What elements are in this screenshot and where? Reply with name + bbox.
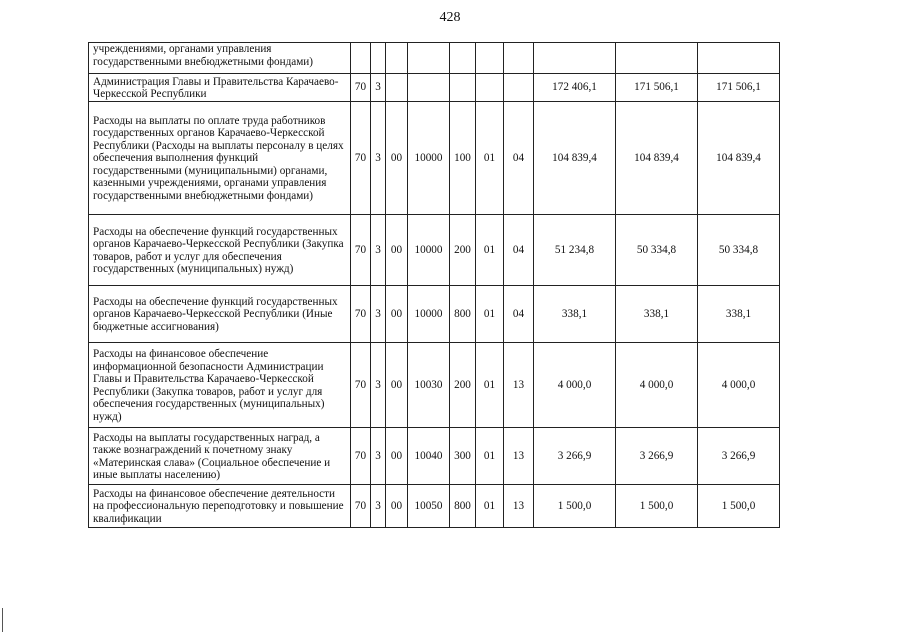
cell-prefix: 00 (386, 286, 408, 343)
cell-vedomstvo (351, 43, 371, 74)
cell-sub2 (504, 43, 534, 74)
cell-vedomstvo: 70 (351, 215, 371, 286)
cell-year1: 104 839,4 (534, 102, 616, 215)
page-number: 428 (439, 10, 461, 25)
row-description: Администрация Главы и Правительства Карачаево-Черкесской Республики (89, 74, 351, 102)
cell-sub2 (504, 74, 534, 102)
cell-year2: 3 266,9 (616, 428, 698, 485)
cell-sub2: 13 (504, 485, 534, 528)
cell-year3 (698, 43, 780, 74)
cell-cs (408, 74, 450, 102)
cell-year3: 4 000,0 (698, 343, 780, 428)
cell-sub1: 01 (476, 343, 504, 428)
row-description: Расходы на финансовое обеспечение информационной безопасности Администрации Главы и Правительства Карачаево-Черкесской Республики (Закупка товаров, работ и услуг для обеспечения государственных (муниципальных) нужд) (89, 343, 351, 428)
cell-vr: 800 (450, 286, 476, 343)
cell-year1: 172 406,1 (534, 74, 616, 102)
cell-year3: 3 266,9 (698, 428, 780, 485)
cell-sub2: 13 (504, 428, 534, 485)
table-row (89, 74, 780, 102)
row-description: Расходы на выплаты государственных наград, а также вознаграждений к почетному знаку «Материнская слава» (Социальное обеспечение и иные выплаты населению) (89, 428, 351, 485)
cell-prefix (386, 74, 408, 102)
cell-vedomstvo: 70 (351, 74, 371, 102)
cell-year1 (534, 43, 616, 74)
cell-vr: 800 (450, 485, 476, 528)
cell-year2: 50 334,8 (616, 215, 698, 286)
cell-prefix: 00 (386, 428, 408, 485)
row-description: учреждениями, органами управления государственными внебюджетными фондами) (89, 43, 351, 74)
table-row (89, 102, 780, 215)
cell-sub1 (476, 74, 504, 102)
cell-year2 (616, 43, 698, 74)
cell-razdel: 3 (371, 343, 386, 428)
cell-sub1 (476, 43, 504, 74)
cell-year2: 1 500,0 (616, 485, 698, 528)
table-row (89, 343, 780, 428)
cell-sub1: 01 (476, 286, 504, 343)
cell-prefix: 00 (386, 343, 408, 428)
cell-year3: 338,1 (698, 286, 780, 343)
cell-year3: 171 506,1 (698, 74, 780, 102)
row-description: Расходы на обеспечение функций государственных органов Карачаево-Черкесской Республики (Иные бюджетные ассигнования) (89, 286, 351, 343)
cell-sub1: 01 (476, 215, 504, 286)
table-row (89, 428, 780, 485)
cell-razdel: 3 (371, 286, 386, 343)
cell-prefix (386, 43, 408, 74)
cell-sub2: 04 (504, 215, 534, 286)
cell-vedomstvo: 70 (351, 485, 371, 528)
cell-year1: 51 234,8 (534, 215, 616, 286)
cell-vr: 300 (450, 428, 476, 485)
cell-vr (450, 74, 476, 102)
cell-cs: 10000 (408, 215, 450, 286)
cell-vr: 200 (450, 215, 476, 286)
cell-cs: 10050 (408, 485, 450, 528)
cell-sub2: 04 (504, 286, 534, 343)
cell-year3: 50 334,8 (698, 215, 780, 286)
cell-cs (408, 43, 450, 74)
cell-cs: 10040 (408, 428, 450, 485)
scan-edge-mark (2, 608, 3, 632)
cell-prefix: 00 (386, 215, 408, 286)
cell-year2: 104 839,4 (616, 102, 698, 215)
cell-sub1: 01 (476, 428, 504, 485)
cell-year2: 171 506,1 (616, 74, 698, 102)
cell-cs: 10000 (408, 102, 450, 215)
cell-cs: 10000 (408, 286, 450, 343)
table-row (89, 43, 780, 74)
cell-year1: 338,1 (534, 286, 616, 343)
cell-vr (450, 43, 476, 74)
cell-year1: 1 500,0 (534, 485, 616, 528)
cell-year1: 4 000,0 (534, 343, 616, 428)
cell-vedomstvo: 70 (351, 343, 371, 428)
budget-table (88, 42, 780, 528)
cell-sub1: 01 (476, 485, 504, 528)
cell-year3: 104 839,4 (698, 102, 780, 215)
cell-year1: 3 266,9 (534, 428, 616, 485)
cell-prefix: 00 (386, 485, 408, 528)
table-row (89, 215, 780, 286)
table-row (89, 485, 780, 528)
cell-vedomstvo: 70 (351, 428, 371, 485)
cell-vedomstvo: 70 (351, 286, 371, 343)
row-description: Расходы на финансовое обеспечение деятельности на профессиональную переподготовку и повышение квалификации (89, 485, 351, 528)
table-row (89, 286, 780, 343)
cell-vr: 200 (450, 343, 476, 428)
cell-razdel: 3 (371, 485, 386, 528)
cell-sub2: 04 (504, 102, 534, 215)
cell-vr: 100 (450, 102, 476, 215)
row-description: Расходы на обеспечение функций государственных органов Карачаево-Черкесской Республики (Закупка товаров, работ и услуг для обеспечения государственных (муниципальных) нужд) (89, 215, 351, 286)
cell-razdel: 3 (371, 215, 386, 286)
cell-razdel: 3 (371, 74, 386, 102)
cell-year2: 338,1 (616, 286, 698, 343)
cell-prefix: 00 (386, 102, 408, 215)
cell-sub2: 13 (504, 343, 534, 428)
cell-razdel: 3 (371, 428, 386, 485)
cell-year2: 4 000,0 (616, 343, 698, 428)
cell-cs: 10030 (408, 343, 450, 428)
cell-sub1: 01 (476, 102, 504, 215)
cell-razdel (371, 43, 386, 74)
cell-vedomstvo: 70 (351, 102, 371, 215)
row-description: Расходы на выплаты по оплате труда работников государственных органов Карачаево-Черкесской Республики (Расходы на выплаты персоналу в целях обеспечения выполнения функций государственными (муниципальными) органами, казенными учреждениями, органами управления государственными внебюджетными фондами) (89, 102, 351, 215)
cell-year3: 1 500,0 (698, 485, 780, 528)
cell-razdel: 3 (371, 102, 386, 215)
